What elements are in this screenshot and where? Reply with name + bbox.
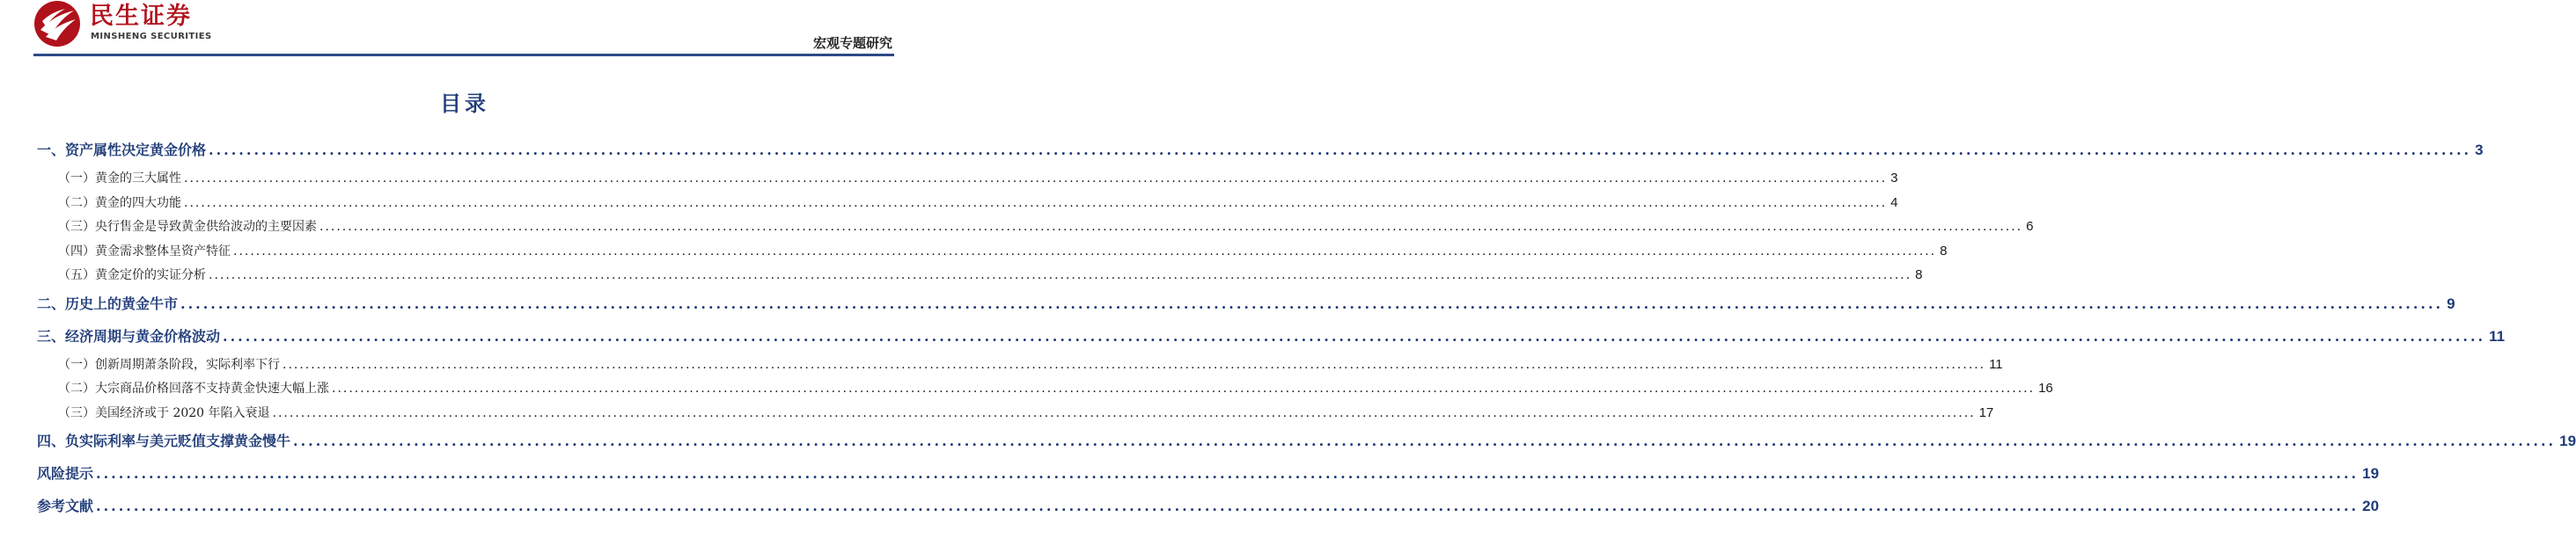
- toc-leader-dots: ............................................................................................................................................................................................................................................................................................................: [283, 357, 1986, 372]
- toc-entry-section[interactable]: [37, 134, 2484, 166]
- toc-page-number: 11: [2489, 327, 2506, 345]
- toc-entry-label: （一）黄金的三大属性: [58, 171, 181, 186]
- toc-entry-label: 参考文献: [37, 498, 94, 514]
- toc-leader-dots: ............................................................................................................................................................................................................................................................................................................: [96, 465, 2359, 482]
- toc-entry-label: 一、资产属性决定黄金价格: [37, 142, 207, 158]
- toc-leader-dots: ............................................................................................................................................................................................................................................................................................................: [209, 142, 2472, 158]
- toc-entry-label: （四）黄金需求整体呈资产特征: [58, 244, 231, 259]
- minsheng-logo-icon: [33, 0, 81, 47]
- toc-page-number: 11: [1989, 356, 2003, 372]
- toc-page-number: 6: [2026, 219, 2034, 234]
- toc-entry-label: （三）央行售金是导致黄金供给波动的主要因素: [58, 220, 317, 234]
- toc-leader-dots: ............................................................................................................................................................................................................................................................................................................: [96, 498, 2359, 514]
- toc-page-number: 9: [2447, 295, 2455, 312]
- toc-leader-dots: ............................................................................................................................................................................................................................................................................................................: [319, 220, 2023, 234]
- toc-entry-label: （一）创新周期萧条阶段，实际利率下行: [58, 357, 280, 372]
- toc-entry-section[interactable]: [37, 490, 2380, 522]
- toc-entry-section[interactable]: [37, 288, 2455, 320]
- toc-leader-dots: ............................................................................................................................................................................................................................................................................................................: [223, 327, 2486, 345]
- toc-page-number: 3: [1890, 171, 1898, 186]
- toc-leader-dots: ............................................................................................................................................................................................................................................................................................................: [184, 195, 1888, 210]
- toc-entry-section[interactable]: [37, 425, 2576, 457]
- toc-leader-dots: ............................................................................................................................................................................................................................................................................................................: [180, 295, 2444, 312]
- toc-page-number: 19: [2559, 433, 2576, 449]
- toc-entry-subsection[interactable]: [37, 376, 2053, 401]
- company-name-en: MINSHENG SECURITIES: [91, 32, 212, 41]
- toc-entry-subsection[interactable]: [37, 215, 2034, 239]
- toc-page-number: 16: [2038, 381, 2053, 396]
- toc-page-number: 19: [2362, 465, 2380, 482]
- table-of-contents: [37, 134, 2576, 522]
- toc-entry-section[interactable]: [37, 457, 2380, 490]
- toc-entry-subsection[interactable]: [37, 166, 1898, 191]
- toc-entry-label: （二）黄金的四大功能: [58, 195, 181, 210]
- toc-entry-label: 三、经济周期与黄金价格波动: [37, 327, 221, 345]
- toc-leader-dots: ............................................................................................................................................................................................................................................................................................................: [332, 382, 2036, 396]
- toc-entry-label: （二）大宗商品价格回落不支持黄金快速大幅上涨: [58, 382, 329, 396]
- toc-page-number: 8: [1915, 267, 1923, 282]
- toc-entry-subsection[interactable]: [37, 239, 1948, 264]
- toc-leader-dots: ............................................................................................................................................................................................................................................................................................................: [209, 268, 1912, 282]
- toc-entry-subsection[interactable]: [37, 353, 2003, 377]
- toc-entry-label: （三）美国经济或于 2020 年陷入衰退: [58, 405, 270, 420]
- toc-title: 目录: [440, 91, 489, 116]
- toc-page-number: 4: [1890, 194, 1898, 210]
- toc-entry-label: 二、历史上的黄金牛市: [37, 295, 179, 312]
- toc-leader-dots: ............................................................................................................................................................................................................................................................................................................: [272, 405, 1976, 420]
- company-name-cn: 民生证券: [90, 3, 192, 30]
- toc-page-number: 8: [1940, 243, 1948, 259]
- toc-leader-dots: ............................................................................................................................................................................................................................................................................................................: [233, 244, 1937, 259]
- toc-entry-subsection[interactable]: [37, 263, 1923, 288]
- toc-page-number: 20: [2362, 498, 2380, 514]
- header-rule: [33, 54, 894, 56]
- toc-entry-subsection[interactable]: [37, 191, 1898, 215]
- toc-page-number: 17: [1978, 404, 1994, 420]
- report-header: [0, 0, 929, 58]
- toc-page-number: 3: [2475, 142, 2484, 158]
- report-type: 宏观专题研究: [812, 35, 892, 51]
- toc-entry-label: 四、负实际利率与美元贬值支撑黄金慢牛: [37, 433, 291, 449]
- toc-entry-section[interactable]: [37, 320, 2506, 353]
- toc-entry-label: （五）黄金定价的实证分析: [58, 268, 206, 282]
- toc-leader-dots: ............................................................................................................................................................................................................................................................................................................: [293, 433, 2557, 449]
- toc-leader-dots: ............................................................................................................................................................................................................................................................................................................: [184, 171, 1888, 186]
- toc-entry-label: 风险提示: [37, 465, 94, 482]
- toc-entry-subsection[interactable]: [37, 401, 1994, 426]
